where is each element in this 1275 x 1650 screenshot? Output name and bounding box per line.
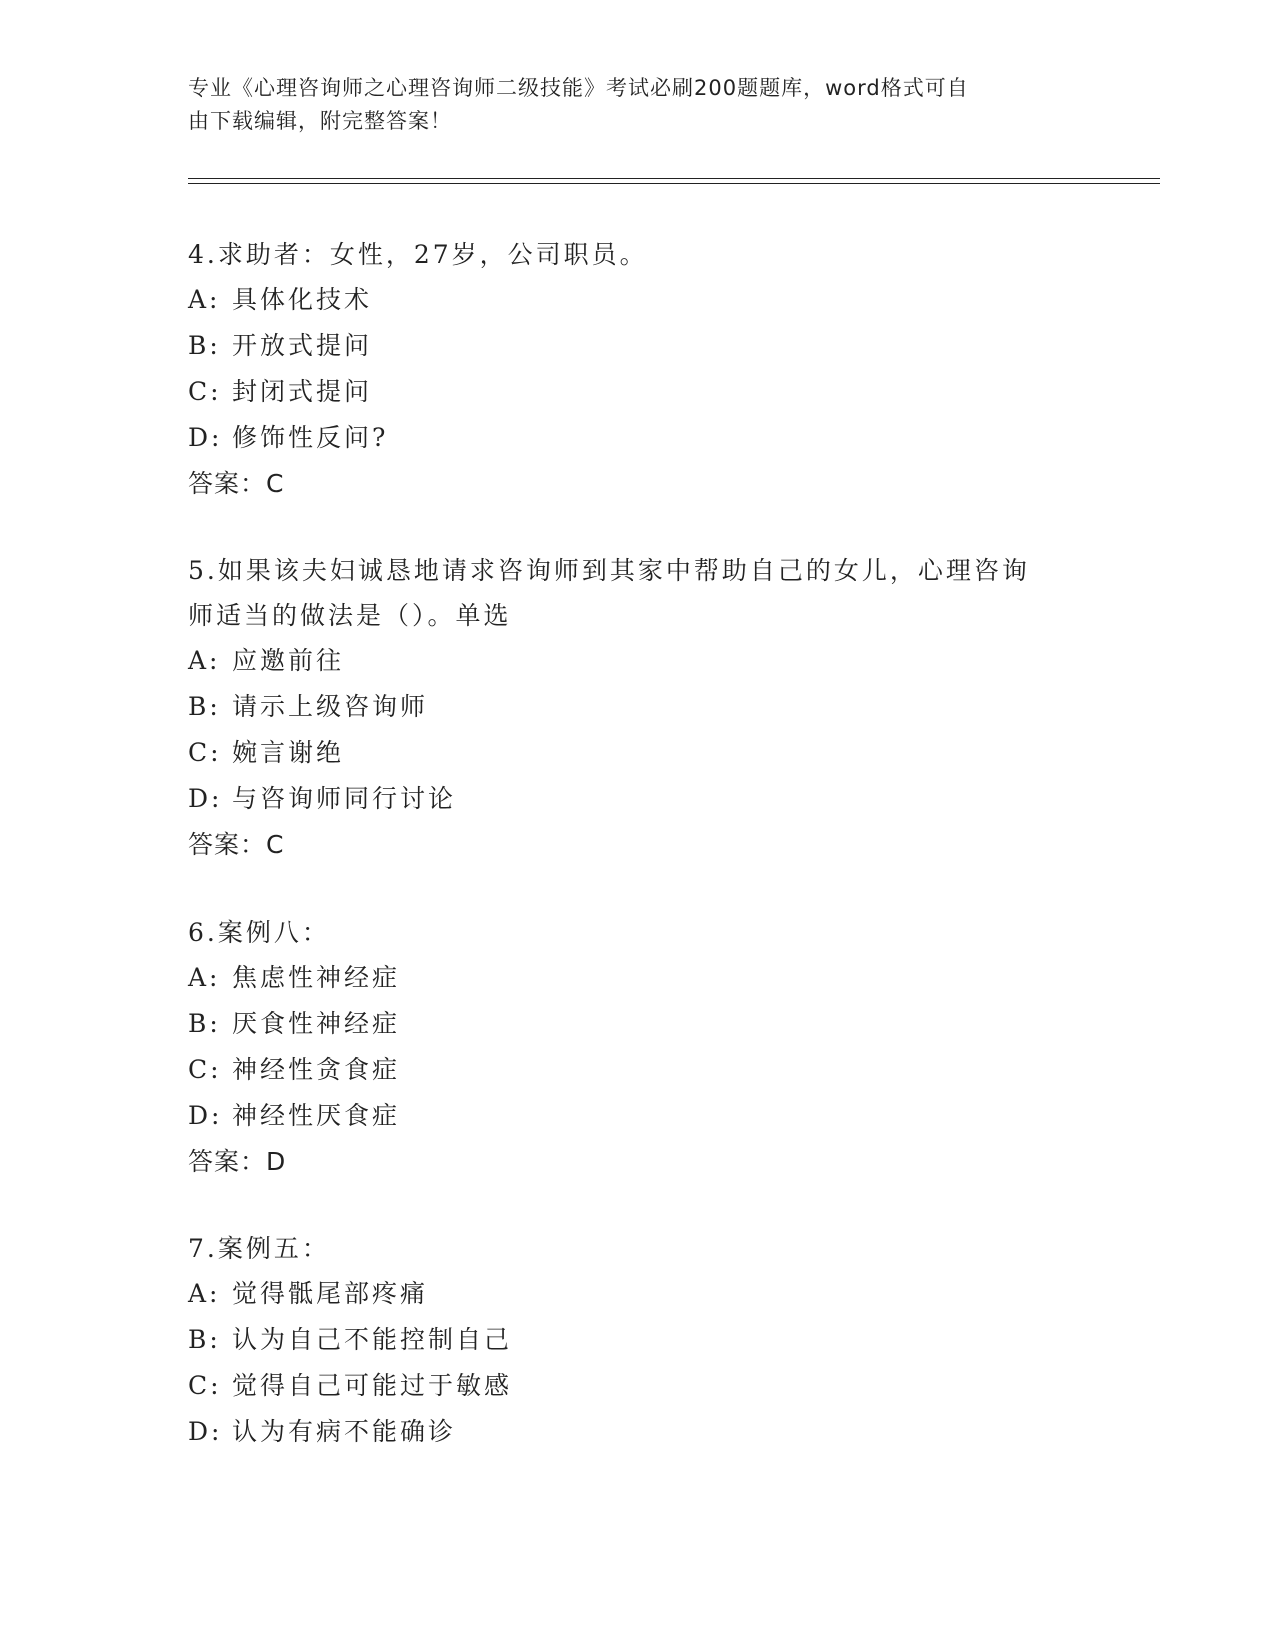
- option-text: 具体化技术: [232, 285, 373, 314]
- option-b: [188, 1317, 1088, 1363]
- option-letter: A:: [188, 1279, 221, 1308]
- option-a: [188, 638, 1088, 684]
- option-d: [188, 1093, 1088, 1139]
- option-letter: D:: [188, 1101, 223, 1130]
- option-text: 开放式提问: [232, 331, 373, 360]
- question-6: [188, 910, 1088, 1185]
- option-c: [188, 730, 1088, 776]
- option-b: [188, 1001, 1088, 1047]
- option-d: [188, 1409, 1088, 1455]
- option-letter: B:: [188, 331, 221, 360]
- answer: 答案：C: [188, 469, 285, 498]
- option-letter: B:: [188, 1009, 221, 1038]
- header-line-2: 由下载编辑，附完整答案！: [188, 109, 452, 133]
- option-text: 神经性贪食症: [232, 1055, 401, 1084]
- question-4: [188, 232, 1088, 507]
- option-b: [188, 323, 1088, 369]
- option-text: 焦虑性神经症: [232, 963, 401, 992]
- option-d: [188, 415, 1088, 461]
- option-letter: C:: [188, 738, 222, 767]
- answer: 答案：C: [188, 830, 285, 859]
- document-header: [188, 72, 1068, 138]
- question-stem: 5.如果该夫妇诚恳地请求咨询师到其家中帮助自己的女儿，心理咨询师适当的做法是（）。单选: [188, 556, 1030, 630]
- option-text: 封闭式提问: [232, 377, 373, 406]
- option-text: 觉得自己可能过于敏感: [232, 1371, 513, 1400]
- option-letter: D:: [188, 784, 223, 813]
- option-letter: A:: [188, 963, 221, 992]
- question-5: [188, 548, 1088, 868]
- option-letter: D:: [188, 423, 223, 452]
- question-stem: 6.案例八：: [188, 918, 330, 947]
- option-b: [188, 684, 1088, 730]
- option-c: [188, 369, 1088, 415]
- option-text: 厌食性神经症: [232, 1009, 401, 1038]
- header-line-1: 专业《心理咨询师之心理咨询师二级技能》考试必刷200题题库，word格式可自: [188, 76, 969, 100]
- option-letter: A:: [188, 285, 221, 314]
- question-stem: 4.求助者：女性，27岁，公司职员。: [188, 240, 648, 269]
- option-letter: C:: [188, 1055, 222, 1084]
- option-text: 请示上级咨询师: [232, 692, 429, 721]
- option-letter: C:: [188, 1371, 222, 1400]
- option-text: 认为有病不能确诊: [232, 1417, 457, 1446]
- header-divider-bottom: [188, 183, 1160, 184]
- option-a: [188, 955, 1088, 1001]
- header-divider-top: [188, 178, 1160, 179]
- option-text: 修饰性反问?: [232, 423, 389, 452]
- option-c: [188, 1047, 1088, 1093]
- option-letter: D:: [188, 1417, 223, 1446]
- option-a: [188, 277, 1088, 323]
- option-letter: A:: [188, 646, 221, 675]
- option-text: 应邀前往: [232, 646, 345, 675]
- answer: 答案：D: [188, 1147, 287, 1176]
- option-text: 神经性厌食症: [232, 1101, 401, 1130]
- option-d: [188, 776, 1088, 822]
- option-letter: C:: [188, 377, 222, 406]
- question-stem: 7.案例五：: [188, 1234, 330, 1263]
- option-text: 与咨询师同行讨论: [232, 784, 457, 813]
- option-c: [188, 1363, 1088, 1409]
- option-letter: B:: [188, 692, 221, 721]
- option-text: 觉得骶尾部疼痛: [232, 1279, 429, 1308]
- option-a: [188, 1271, 1088, 1317]
- option-text: 婉言谢绝: [232, 738, 345, 767]
- option-letter: B:: [188, 1325, 221, 1354]
- question-7: [188, 1226, 1088, 1455]
- option-text: 认为自己不能控制自己: [232, 1325, 513, 1354]
